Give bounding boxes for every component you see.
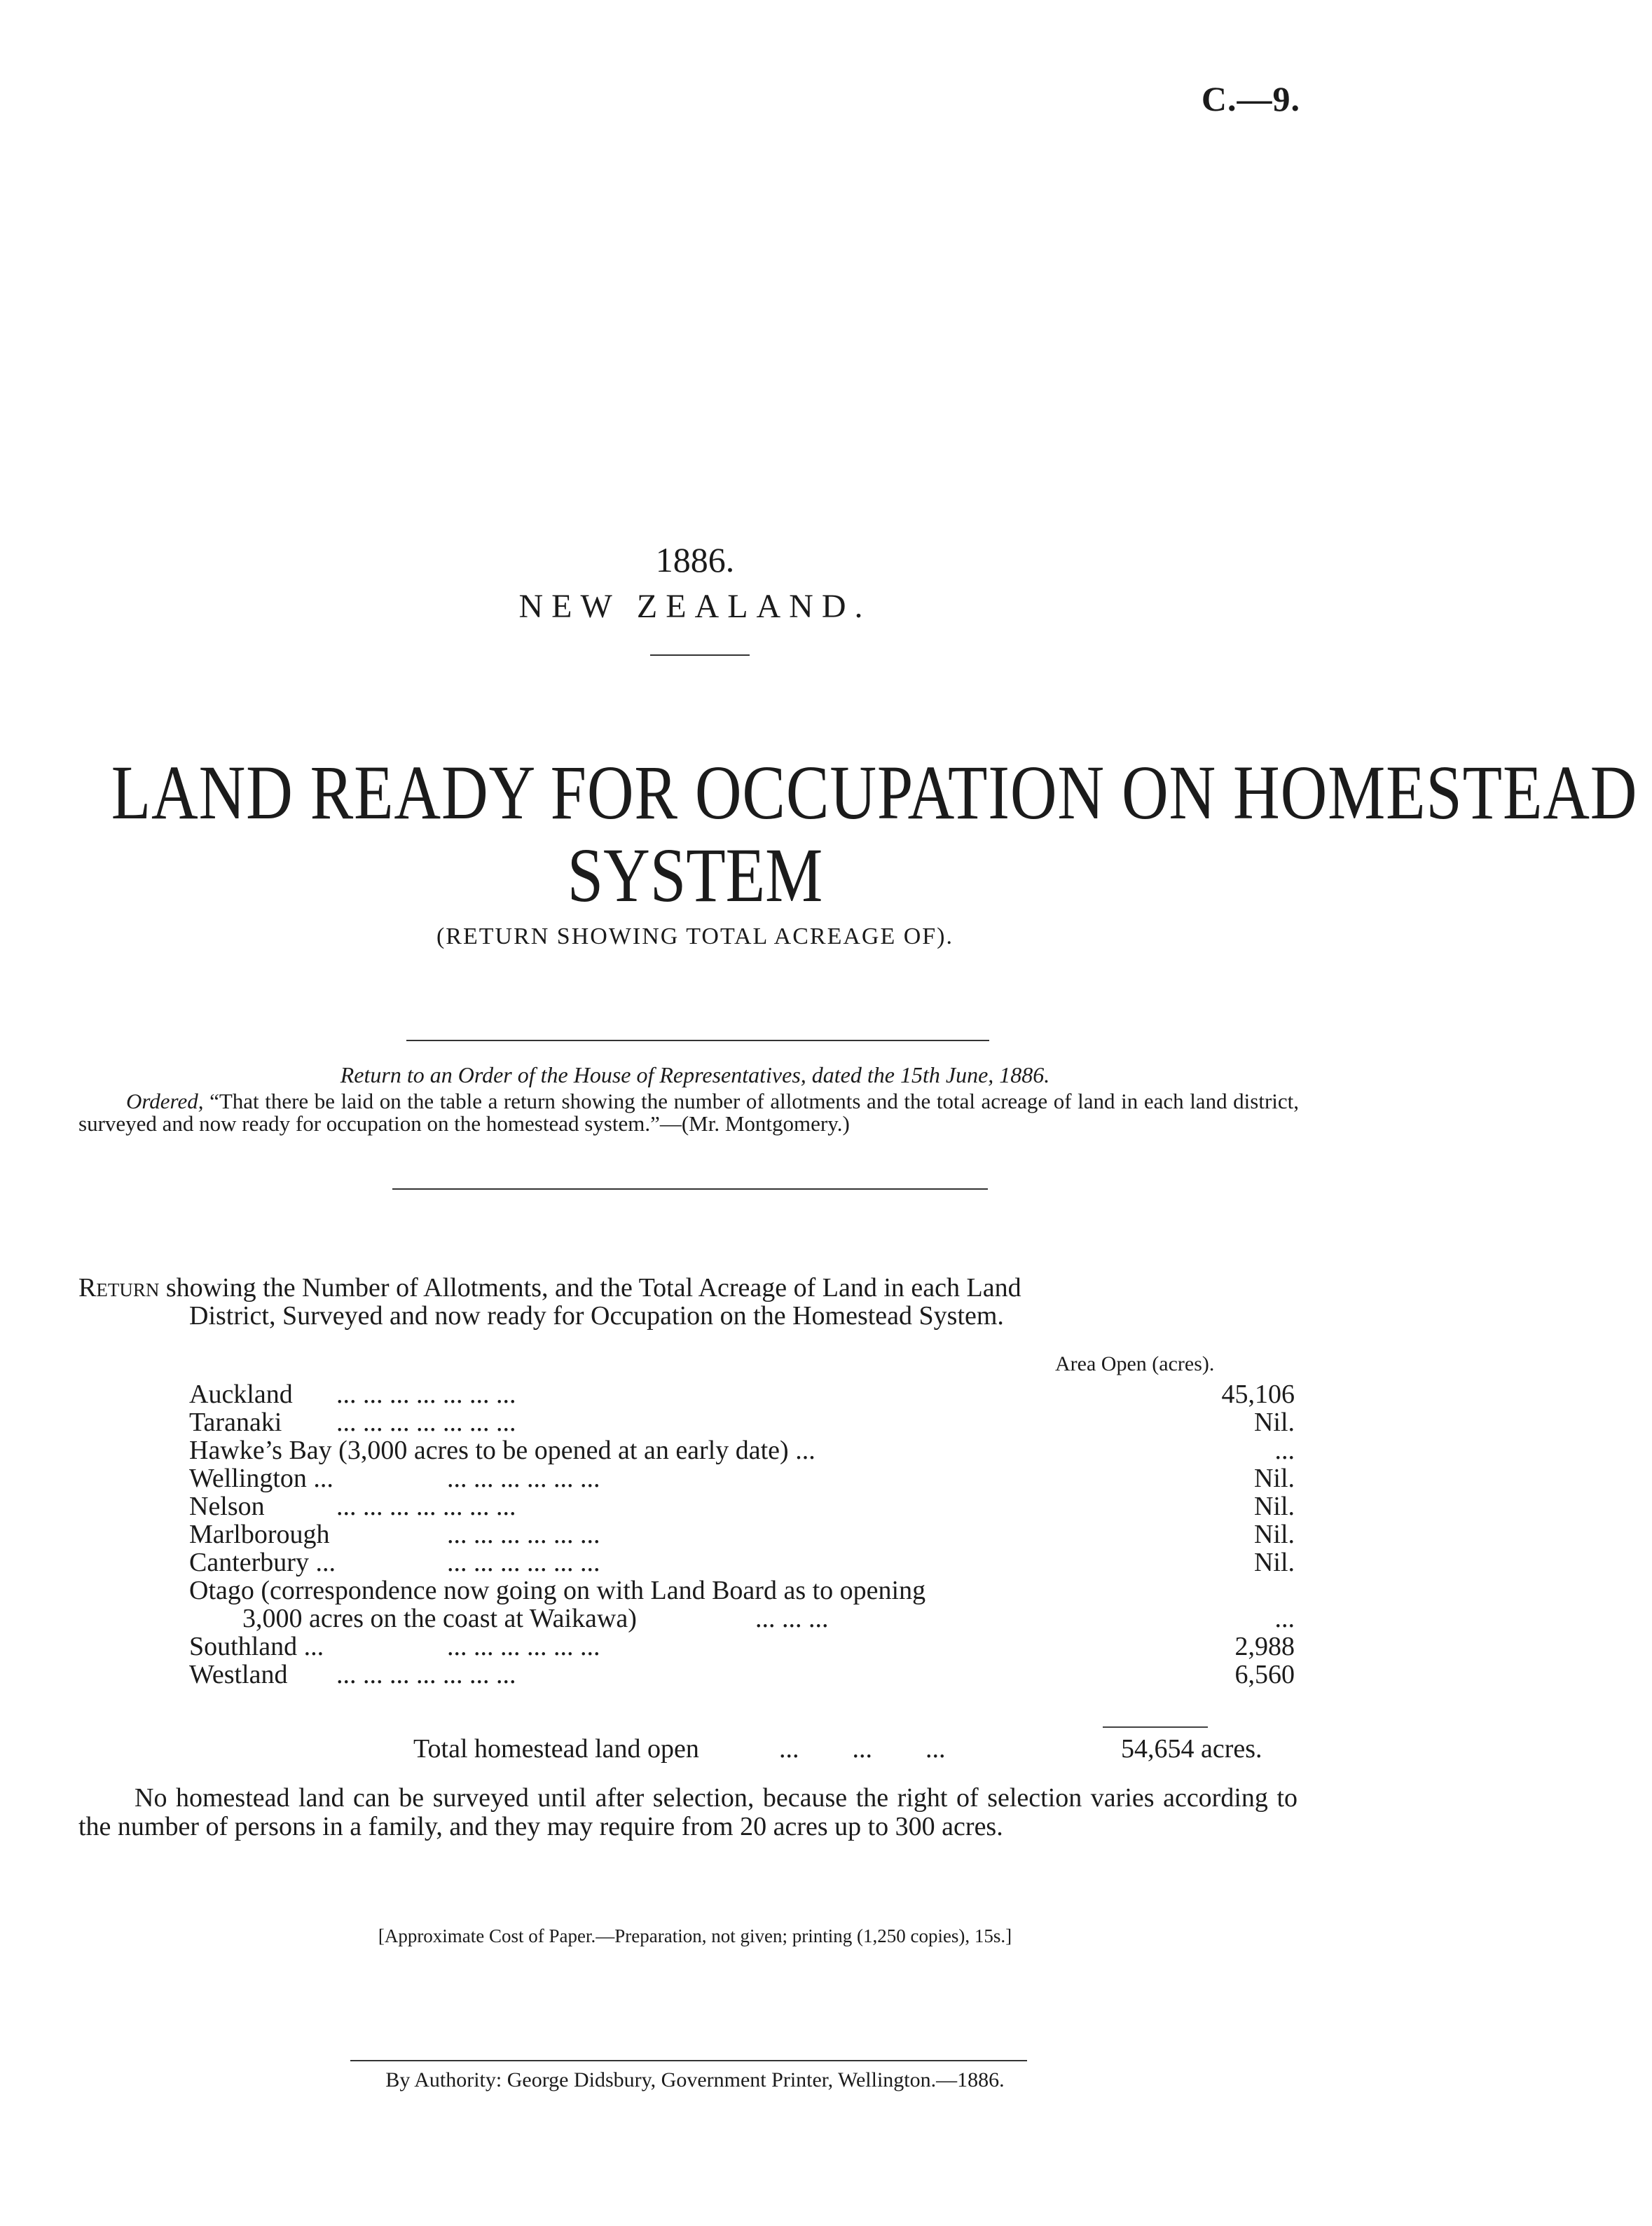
title-line-1: LAND READY FOR OCCUPATION ON HOMESTEAD: [111, 750, 1638, 835]
country: NEW ZEALAND.: [518, 588, 872, 625]
total-rule: [1103, 1726, 1208, 1728]
area-value: 2,988: [1234, 1632, 1295, 1661]
district-name: Westland: [189, 1660, 288, 1689]
area-value: Nil.: [1253, 1408, 1295, 1437]
divider: [406, 1040, 989, 1041]
ordered-label: Ordered,: [126, 1089, 204, 1113]
subtitle: (RETURN SHOWING TOTAL ACREAGE OF).: [436, 923, 954, 949]
return-word: Return: [78, 1273, 160, 1303]
ordered-text: “That there be laid on the table a return showing the number of allotments and the total acreage of land in each land district, surveyed and now ready for occupation on the homestead system.”—(Mr. Montgomery.): [78, 1089, 1300, 1136]
divider: [650, 654, 750, 656]
district-name: Auckland: [189, 1380, 293, 1409]
leader-dots: ... ... ... ... ... ...: [447, 1632, 600, 1661]
leader-dots: ... ... ...: [779, 1734, 946, 1764]
total-label: Total homestead land open: [413, 1734, 699, 1764]
area-value: ...: [1274, 1436, 1295, 1465]
area-column-header: Area Open (acres).: [1055, 1352, 1215, 1375]
leader-dots: ... ... ...: [755, 1604, 829, 1633]
total-value: 54,654 acres.: [1121, 1734, 1262, 1764]
return-heading-line-1: showing the Number of Allotments, and the Total Acreage of Land in each Land: [165, 1273, 1021, 1303]
district-name: Taranaki: [189, 1408, 282, 1437]
leader-dots: ... ... ... ... ... ... ...: [336, 1492, 516, 1521]
area-value: Nil.: [1253, 1520, 1295, 1549]
note-paragraph: No homestead land can be surveyed until after selection, because the right of selection varies according to the number of persons in a family, and they may require from 20 acres up to 300 acres.: [78, 1783, 1297, 1841]
return-heading-line-2: District, Surveyed and now ready for Occupation on the Homestead System.: [189, 1301, 1004, 1331]
area-value: 6,560: [1234, 1660, 1295, 1689]
area-value: Nil.: [1253, 1464, 1295, 1493]
district-name: Hawke’s Bay (3,000 acres to be opened at an early date) ...: [189, 1436, 815, 1465]
district-name: Southland ...: [189, 1632, 324, 1661]
leader-dots: ... ... ... ... ... ... ...: [336, 1408, 516, 1437]
area-value: Nil.: [1253, 1548, 1295, 1577]
ordered-paragraph: [78, 1090, 1299, 1135]
return-heading: [78, 1274, 1297, 1330]
area-value: Nil.: [1253, 1492, 1295, 1521]
leader-dots: ... ... ... ... ... ... ...: [336, 1660, 516, 1689]
year: 1886.: [655, 540, 735, 579]
area-value: 45,106: [1221, 1380, 1295, 1409]
area-value: ...: [1274, 1604, 1295, 1633]
leader-dots: ... ... ... ... ... ...: [447, 1548, 600, 1577]
cost-of-paper: [Approximate Cost of Paper.—Preparation, not given; printing (1,250 copies), 15s.]: [378, 1925, 1012, 1946]
divider: [392, 1188, 988, 1190]
district-name: Canterbury ...: [189, 1548, 336, 1577]
district-name: Wellington ...: [189, 1464, 333, 1493]
district-name: Marlborough: [189, 1520, 330, 1549]
district-name: Nelson: [189, 1492, 265, 1521]
leader-dots: ... ... ... ... ... ...: [447, 1464, 600, 1493]
authority-line: By Authority: George Didsbury, Government Printer, Wellington.—1886.: [385, 2068, 1005, 2091]
divider: [350, 2060, 1027, 2061]
order-line: Return to an Order of the House of Representatives, dated the 15th June, 1886.: [340, 1062, 1050, 1087]
district-name: 3,000 acres on the coast at Waikawa): [242, 1604, 637, 1633]
leader-dots: ... ... ... ... ... ... ...: [336, 1380, 516, 1409]
paper-reference: C.—9.: [1201, 79, 1300, 118]
title-line-2: SYSTEM: [567, 832, 823, 918]
district-name: Otago (correspondence now going on with Land Board as to opening: [189, 1576, 926, 1605]
leader-dots: ... ... ... ... ... ...: [447, 1520, 600, 1549]
